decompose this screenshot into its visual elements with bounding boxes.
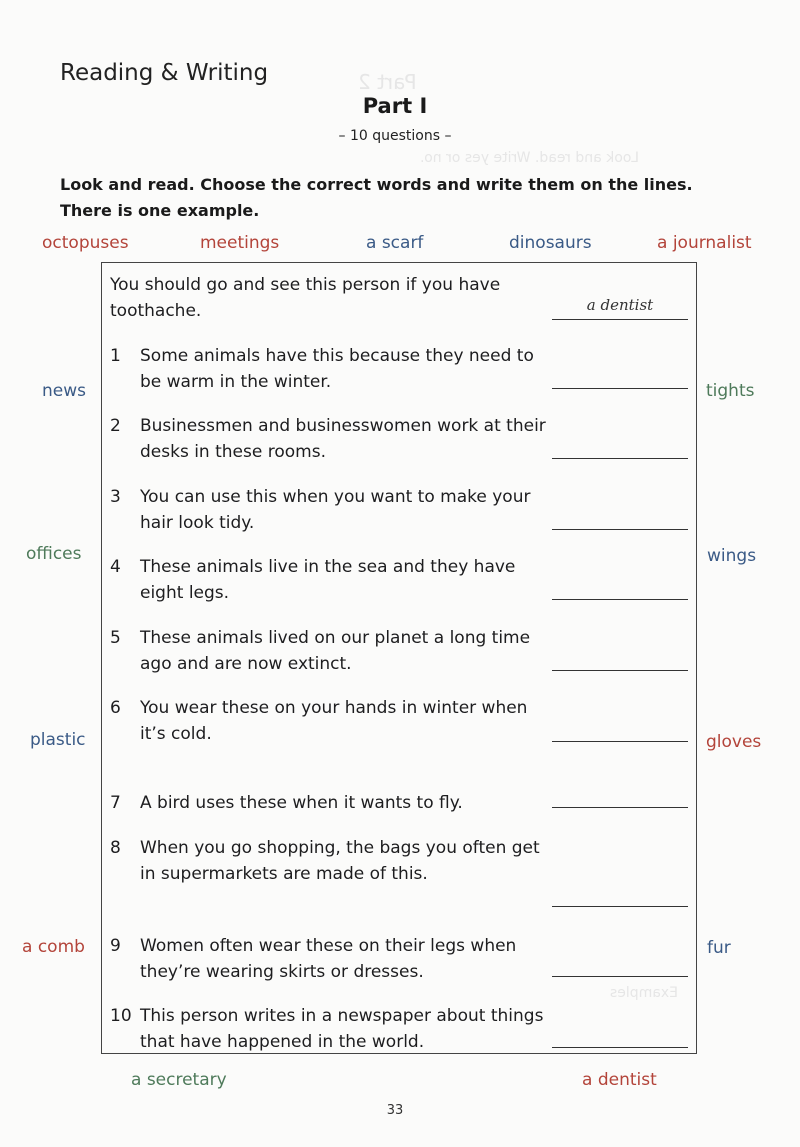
answer-line-3[interactable] bbox=[552, 529, 688, 530]
show-through-bleed: Examples bbox=[610, 985, 679, 1001]
word-a-secretary: a secretary bbox=[131, 1070, 227, 1090]
page-number: 33 bbox=[386, 1103, 404, 1118]
word-meetings: meetings bbox=[200, 233, 280, 253]
show-through-bleed: Part 2 bbox=[358, 70, 417, 94]
answer-line-2[interactable] bbox=[552, 458, 688, 459]
answer-line-10[interactable] bbox=[552, 1047, 688, 1048]
question-number: 2 bbox=[110, 416, 121, 436]
question-text: Businessmen and businesswomen work at their desks in these rooms. bbox=[140, 416, 546, 462]
section-title: Reading & Writing bbox=[60, 60, 269, 86]
question-text: When you go shopping, the bags you often get in supermarkets are made of this. bbox=[140, 838, 540, 884]
question-number: 6 bbox=[110, 698, 121, 718]
question-text: You can use this when you want to make your hair look tidy. bbox=[140, 487, 531, 533]
answer-line-7[interactable] bbox=[552, 807, 688, 808]
question-text: These animals lived on our planet a long time ago and are now extinct. bbox=[140, 628, 531, 674]
example-answer-line bbox=[552, 319, 688, 320]
word-a-dentist: a dentist bbox=[582, 1070, 657, 1090]
question-text: You wear these on your hands in winter when it’s cold. bbox=[140, 698, 528, 744]
answer-line-5[interactable] bbox=[552, 670, 688, 671]
question-number: 7 bbox=[110, 793, 121, 813]
question-number: 3 bbox=[110, 487, 121, 507]
word-a-journalist: a journalist bbox=[657, 233, 752, 253]
question-text: A bird uses these when it wants to fly. bbox=[140, 793, 463, 813]
word-octopuses: octopuses bbox=[42, 233, 129, 253]
part-title: Part I bbox=[362, 94, 428, 118]
question-number: 9 bbox=[110, 936, 121, 956]
question-count-subtitle: – 10 questions – bbox=[338, 128, 452, 144]
word-a-comb: a comb bbox=[22, 937, 85, 957]
example-answer: a dentist bbox=[586, 296, 654, 314]
instructions-line-1: Look and read. Choose the correct words and write them on the lines. bbox=[60, 175, 693, 194]
word-a-scarf: a scarf bbox=[366, 233, 424, 253]
answer-line-9[interactable] bbox=[552, 976, 688, 977]
word-plastic: plastic bbox=[30, 730, 86, 750]
question-text: This person writes in a newspaper about things that have happened in the world. bbox=[140, 1006, 544, 1052]
word-tights: tights bbox=[706, 381, 755, 401]
answer-line-8[interactable] bbox=[552, 906, 688, 907]
instructions-line-2: There is one example. bbox=[60, 201, 260, 220]
show-through-bleed: Look and read. Write yes or no. bbox=[420, 150, 639, 166]
question-number: 1 bbox=[110, 346, 121, 366]
word-news: news bbox=[42, 381, 86, 401]
answer-line-4[interactable] bbox=[552, 599, 688, 600]
question-number: 4 bbox=[110, 557, 121, 577]
word-dinosaurs: dinosaurs bbox=[509, 233, 592, 253]
question-number: 5 bbox=[110, 628, 121, 648]
question-number: 8 bbox=[110, 838, 121, 858]
instructions bbox=[60, 172, 760, 224]
question-text: These animals live in the sea and they have eight legs. bbox=[140, 557, 516, 603]
example-question-text: You should go and see this person if you have toothache. bbox=[110, 275, 501, 321]
answer-line-1[interactable] bbox=[552, 388, 688, 389]
question-text: Women often wear these on their legs when they’re wearing skirts or dresses. bbox=[140, 936, 517, 982]
question-number: 10 bbox=[110, 1006, 132, 1026]
question-box bbox=[101, 262, 697, 1054]
answer-line-6[interactable] bbox=[552, 741, 688, 742]
question-text: Some animals have this because they need to be warm in the winter. bbox=[140, 346, 534, 392]
word-offices: offices bbox=[26, 544, 82, 564]
word-gloves: gloves bbox=[706, 732, 762, 752]
word-fur: fur bbox=[707, 938, 731, 958]
word-wings: wings bbox=[707, 546, 757, 566]
